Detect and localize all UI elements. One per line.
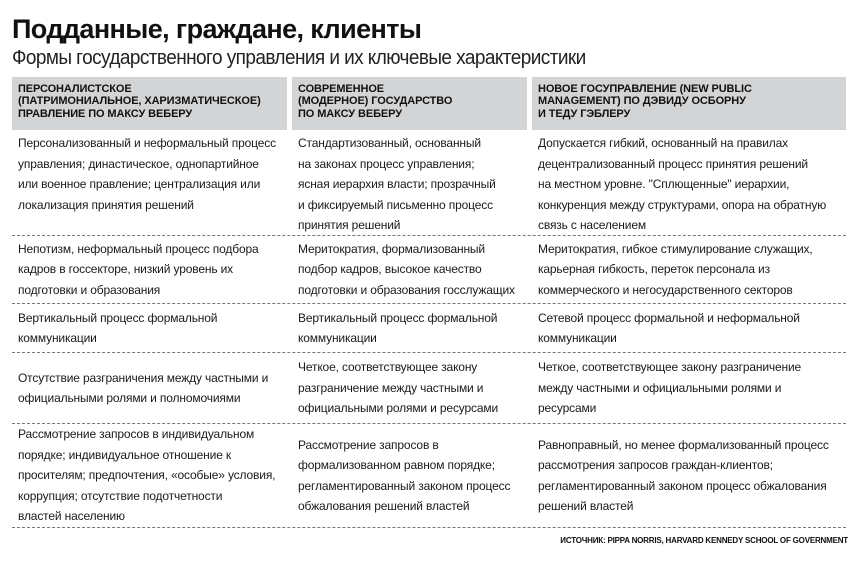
table-row-decision-making (12, 130, 846, 236)
table-cell: Стандартизованный, основанный на законах процесс управления; ясная иерархия власти; прозрачный и фиксируемый письменно процесс принятия решений (298, 136, 496, 232)
table-cell: Рассмотрение запросов в формализованном равном порядке; регламентированный законом процесс обжалования решений властей (298, 437, 511, 513)
page-subtitle: Формы государственного управления и их ключевые характеристики (12, 47, 586, 69)
column-header-modern-state: СОВРЕМЕННОЕ (МОДЕРНОЕ) ГОСУДАРСТВО ПО МАКСУ ВЕБЕРУ (292, 77, 527, 130)
table-row-requests (12, 424, 846, 528)
comparison-table (12, 77, 846, 528)
table-cell: Непотизм, неформальный процесс подбора кадров в госсекторе, низкий уровень их подготовки и образования (18, 241, 259, 297)
table-cell: Четкое, соответствующее закону разграничение между частными и официальными ролями и ресурсами (298, 360, 499, 416)
table-row-personnel (12, 236, 846, 304)
page-title: Подданные, граждане, клиенты (12, 14, 422, 44)
table-row-roles (12, 353, 846, 424)
table-cell: Допускается гибкий, основанный на правилах децентрализованный процесс принятия решений на местном уровне. "Сплющенные" иерархии, конкуренция между структурами, опора на обратную связь с населением (538, 136, 827, 232)
table-cell: Меритократия, формализованный подбор кадров, высокое качество подготовки и образования госслужащих (298, 241, 515, 297)
column-header-new-public-management: НОВОЕ ГОСУПРАВЛЕНИЕ (NEW PUBLIC MANAGEMENT) ПО ДЭВИДУ ОСБОРНУ И ТЕДУ ГЭБЛЕРУ (532, 77, 846, 130)
table-cell: Равноправный, но менее формализованный процесс рассмотрения запросов граждан-клиентов; регламентированный законом процесс обжалования решений властей (538, 437, 829, 513)
table-header-row (12, 77, 846, 130)
table-cell: Рассмотрение запросов в индивидуальном порядке; индивидуальное отношение к просителям; предпочтения, «особые» условия, коррупция; отсутствие подотчетности властей населению (18, 427, 276, 524)
table-cell: Отсутствие разграничения между частными и официальными ролями и полномочиями (18, 370, 269, 405)
table-cell: Вертикальный процесс формальной коммуникации (18, 310, 218, 345)
table-cell: Меритократия, гибкое стимулирование служащих, карьерная гибкость, переток персонала из коммерческого и негосударственного секторов (538, 241, 813, 297)
table-cell: Персонализованный и неформальный процесс управления; династическое, однопартийное или военное правление; централизация или локализация принятия решений (18, 136, 276, 212)
table-cell: Четкое, соответствующее закону разграничение между частными и официальными ролями и ресурсами (538, 360, 802, 416)
table-row-communication (12, 304, 846, 353)
table-cell: Вертикальный процесс формальной коммуникации (298, 310, 498, 345)
source-note: ИСТОЧНИК: PIPPA NORRIS, HARVARD KENNEDY SCHOOL OF GOVERNMENT (560, 536, 848, 545)
column-header-personalist: ПЕРСОНАЛИСТСКОЕ (ПАТРИМОНИАЛЬНОЕ, ХАРИЗМАТИЧЕСКОЕ) ПРАВЛЕНИЕ ПО МАКСУ ВЕБЕРУ (12, 77, 287, 130)
table-cell: Сетевой процесс формальной и неформальной коммуникации (538, 310, 800, 345)
